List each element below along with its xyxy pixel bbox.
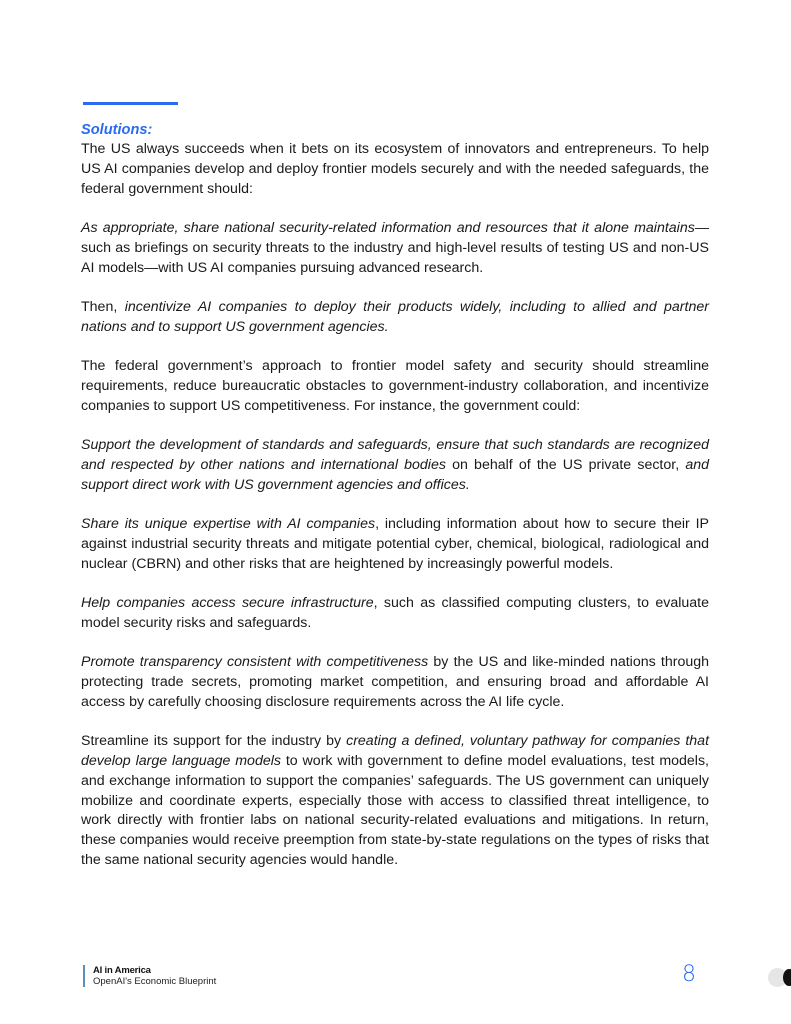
italic-emphasis: Support the development of standards and safeguards, ensure that such standards are recognized and respected by other nations and international bodies [81,437,709,473]
italic-emphasis: As appropriate, share national security-related information and resources that it alone maintains [81,219,695,236]
paragraph-approach [81,357,709,416]
paragraph-text: Then, [81,298,125,315]
italic-emphasis: incentivize AI companies to deploy their products widely, including to allied and partner nations and to support US government agencies. [81,298,709,335]
paragraph-share-information [81,219,709,278]
paragraph-text: by the US and like-minded nations through protecting trade secrets, promoting market competition, and ensuring broad and affordable AI access by carefully choosing disclosure requirements across the AI life cycle. [81,654,710,710]
toggle-shadow-icon [783,969,791,986]
page-number: 8 [682,962,696,987]
italic-emphasis: Help companies access secure infrastructure [81,595,374,612]
paragraph-text: to work with government to define model evaluations, test models, and exchange information to support the companies’ safeguards. The US government can uniquely mobilize and coordinate experts, especially those with access to classified threat intelligence, to work directly with frontier labs on national security-related evaluations and mitigations. In return, these companies would receive preemption from state-by-state regulations on the types of risks that the same national security agencies would handle. [81,753,709,869]
italic-emphasis: creating a defined, voluntary pathway for companies that develop large language models [81,733,710,770]
section-heading: Solutions: [81,122,153,138]
floating-toggle-icon[interactable] [768,968,791,987]
paragraph-expertise [81,515,709,574]
footer-brand [83,965,216,987]
paragraph-text: —such as briefings on security threats to the industry and high-level results of testing US and non-US AI models—with US AI companies pursuing advanced research. [81,219,709,276]
italic-emphasis: Promote transparency consistent with competitiveness [81,654,429,671]
italic-emphasis: and support direct work with US government agencies and offices. [81,456,709,493]
paragraph-text: , including information about how to secure their IP against industrial security threats and mitigate potential cyber, chemical, biological, radiological and nuclear (CBRN) and other risks that are heightened by increasingly powerful models. [81,516,709,572]
paragraph-standards [81,436,709,495]
paragraph-streamline [81,732,709,871]
paragraph-text: , such as classified computing clusters, to evaluate model security risks and safeguards. [81,595,709,631]
paragraph-transparency [81,653,709,712]
accent-rule [83,102,178,105]
paragraph-incentivize [81,298,709,338]
paragraph-infrastructure [81,594,709,634]
paragraph-text: Streamline its support for the industry by [81,733,347,750]
paragraph-text: on behalf of the US private sector, [445,456,686,473]
document-body [81,120,709,890]
footer-subtitle: OpenAI's Economic Blueprint [93,976,217,987]
italic-emphasis: Share its unique expertise with AI companies [81,516,376,533]
paragraph-text: The federal government’s approach to frontier model safety and security should streamline requirements, reduce bureaucratic obstacles to government-industry collaboration, and incentivize companies to support US competitiveness. For instance, the government could: [81,358,709,414]
paragraph-text: The US always succeeds when it bets on its ecosystem of innovators and entrepreneurs. To help US AI companies develop and deploy frontier models securely and with the needed safeguards, the federal government should: [81,141,709,197]
paragraph-intro [81,140,709,199]
footer-title: AI in America [93,965,151,976]
